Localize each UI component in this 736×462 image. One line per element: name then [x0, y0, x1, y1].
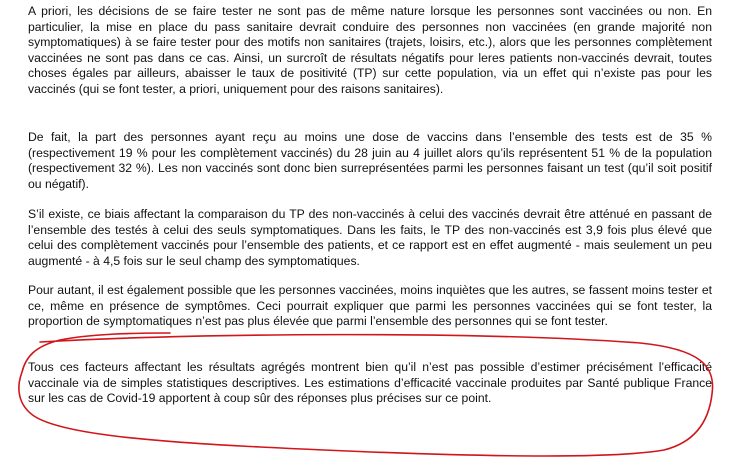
paragraph-3: S’il existe, ce biais affectant la comparaison du TP des non-vaccinés à celui des vaccinés devrait être atténué en passant de l’ensemble des testés à celui des seuls symptomatiques. Dans les faits, le TP des non-vaccinés est 3,9 fois plus élevé que celui des complètement vaccinés pour l’ensemble des patients, et ce rapport est en effet augmenté - mais seulement un peu augmenté - à 4,5 fois sur le seul champ des symptomatiques. [28, 207, 712, 268]
paragraph-1: A priori, les décisions de se faire tester ne sont pas de même nature lorsque les personnes sont vaccinées ou non. En particulier, la mise en place du pass sanitaire devrait conduire des personnes non vaccinées (en grande majorité non symptomatiques) à se faire tester pour des motifs non sanitaires (trajets, loisirs, etc.), alors que les personnes complètement vaccinées ne sont pas dans ce cas. Ainsi, un surcroît de résultats négatifs pour leres patients non-vaccinés devrait, toutes choses égales par ailleurs, abaisser le taux de positivité (TP) sur cette population, via un effet qui n’existe pas pour les vaccinés (qui se font tester, a priori, uniquement pour des raisons sanitaires). [28, 4, 712, 96]
paragraph-4: Pour autant, il est également possible que les personnes vaccinées, moins inquiètes que les autres, se fassent moins tester et ce, même en présence de symptômes. Ceci pourrait expliquer que parmi les personnes vaccinées qui se font tester, la proportion de symptomatiques n’est pas plus élevée que parmi l’ensemble des personnes qui se font tester. [28, 283, 712, 329]
paragraph-2: De fait, la part des personnes ayant reçu au moins une dose de vaccins dans l’ensemble des tests est de 35 % (respectivement 19 % pour les complètement vaccinés) du 28 juin au 4 juillet alors qu’ils représentent 51 % de la population (respectivement 32 %). Les non vaccinés sont donc bien surreprésentées parmi les personnes faisant un test (qu’il soit positif ou négatif). [28, 130, 712, 191]
highlighted-paragraph: Tous ces facteurs affectant les résultats agrégés montrent bien qu’il n’est pas possible d’estimer précisément l’efficacité vaccinale via de simples statistiques descriptives. Les estimations d’efficacité vaccinale produites par Santé publique France sur les cas de Covid-19 apportent à coup sûr des réponses plus précises sur ce point. [28, 360, 712, 406]
